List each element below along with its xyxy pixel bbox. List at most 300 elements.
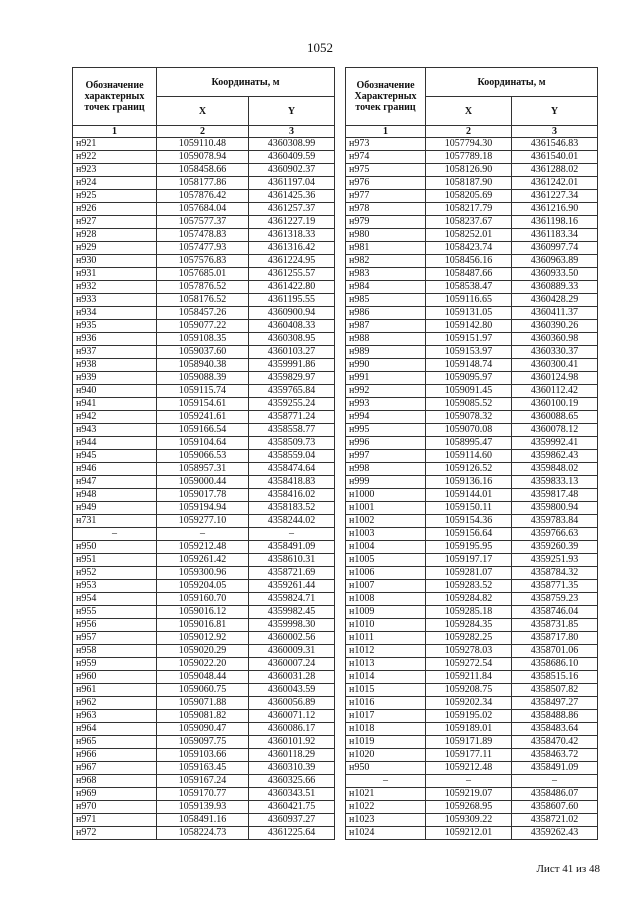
table-row [346,385,598,398]
header-y: Y [249,97,335,126]
point-id-cell: н946 [73,463,157,476]
point-id-cell: н1016 [346,697,426,710]
y-coordinate-cell: 4360411.37 [512,307,598,320]
point-id-cell: н922 [73,151,157,164]
point-id-cell: н952 [73,567,157,580]
table-row [346,515,598,528]
point-id-cell: н977 [346,190,426,203]
table-row [346,281,598,294]
point-id-cell: н938 [73,359,157,372]
x-coordinate-cell: 1058487.66 [426,268,512,281]
table-row [73,528,335,541]
x-coordinate-cell: 1059284.35 [426,619,512,632]
point-id-cell: н960 [73,671,157,684]
table-row [73,151,335,164]
header-y: Y [512,97,598,126]
y-coordinate-cell: 4361425.36 [249,190,335,203]
x-coordinate-cell: 1059204.05 [157,580,249,593]
table-row [73,710,335,723]
y-coordinate-cell: 4358731.85 [512,619,598,632]
table-row [346,476,598,489]
x-coordinate-cell: 1059212.48 [157,541,249,554]
table-row [346,151,598,164]
table-row [73,762,335,775]
x-coordinate-cell: 1059268.95 [426,801,512,814]
y-coordinate-cell: 4360408.33 [249,320,335,333]
y-coordinate-cell: 4359833.13 [512,476,598,489]
x-coordinate-cell: 1058491.16 [157,814,249,827]
point-id-cell: н980 [346,229,426,242]
table-row [73,788,335,801]
table-row [346,346,598,359]
y-coordinate-cell: 4360889.33 [512,281,598,294]
y-coordinate-cell: 4361197.04 [249,177,335,190]
x-coordinate-cell: 1059081.82 [157,710,249,723]
x-coordinate-cell: 1059154.36 [426,515,512,528]
y-coordinate-cell: 4360428.29 [512,294,598,307]
y-coordinate-cell: 4361257.37 [249,203,335,216]
y-coordinate-cell: 4361242.01 [512,177,598,190]
table-row [346,684,598,697]
table-row [346,489,598,502]
point-id-cell: н956 [73,619,157,632]
y-coordinate-cell: 4360118.29 [249,749,335,762]
x-coordinate-cell: 1059309.22 [426,814,512,827]
point-id-cell: н961 [73,684,157,697]
point-id-cell: н1015 [346,684,426,697]
x-coordinate-cell: 1059139.93 [157,801,249,814]
y-coordinate-cell: 4358610.31 [249,554,335,567]
x-coordinate-cell: 1059115.74 [157,385,249,398]
x-coordinate-cell: 1059016.12 [157,606,249,619]
point-id-cell: н988 [346,333,426,346]
point-id-cell: н939 [73,372,157,385]
x-coordinate-cell: 1059017.78 [157,489,249,502]
y-coordinate-cell: 4361540.01 [512,151,598,164]
point-id-cell: – [73,528,157,541]
x-coordinate-cell: 1059195.02 [426,710,512,723]
y-coordinate-cell: 4360343.51 [249,788,335,801]
point-id-cell: н947 [73,476,157,489]
column-number: 1 [73,126,157,138]
y-coordinate-cell: 4360421.75 [249,801,335,814]
table-row [73,580,335,593]
x-coordinate-cell: 1058423.74 [426,242,512,255]
table-row [346,216,598,229]
x-coordinate-cell: 1059277.10 [157,515,249,528]
x-coordinate-cell: 1059085.52 [426,398,512,411]
point-id-cell: н1023 [346,814,426,827]
x-coordinate-cell: 1059142.80 [426,320,512,333]
table-row [73,177,335,190]
page-number: 1052 [307,40,333,55]
x-coordinate-cell: 1059163.45 [157,762,249,775]
y-coordinate-cell: 4361224.95 [249,255,335,268]
table-row [73,671,335,684]
x-coordinate-cell: 1058237.67 [426,216,512,229]
table-row [73,723,335,736]
y-coordinate-cell: 4361198.16 [512,216,598,229]
table-row [73,320,335,333]
point-id-cell: н957 [73,632,157,645]
y-coordinate-cell: – [512,775,598,788]
point-id-cell: н951 [73,554,157,567]
y-coordinate-cell: 4359261.44 [249,580,335,593]
x-coordinate-cell: 1059285.18 [426,606,512,619]
x-coordinate-cell: 1058252.01 [426,229,512,242]
table-row [73,242,335,255]
point-id-cell: н955 [73,606,157,619]
x-coordinate-cell: 1059095.97 [426,372,512,385]
x-coordinate-cell: 1057794.30 [426,138,512,151]
table-row [73,541,335,554]
point-id-cell: н927 [73,216,157,229]
x-coordinate-cell: 1059194.94 [157,502,249,515]
coordinates-tables [72,67,598,840]
x-coordinate-cell: 1059197.17 [426,554,512,567]
point-id-cell: н945 [73,450,157,463]
point-id-cell: н1019 [346,736,426,749]
header-coordinates: Координаты, м [157,68,335,97]
point-id-cell: н944 [73,437,157,450]
y-coordinate-cell: 4360100.19 [512,398,598,411]
y-coordinate-cell: 4358244.02 [249,515,335,528]
header-point-designation: Обозначение Характерных точек границ [346,68,426,126]
x-coordinate-cell: 1059154.61 [157,398,249,411]
table-row [73,216,335,229]
table-row [73,515,335,528]
y-coordinate-cell: 4361255.57 [249,268,335,281]
table-row [73,567,335,580]
x-coordinate-cell: 1059060.75 [157,684,249,697]
table-row [346,333,598,346]
y-coordinate-cell: 4360124.98 [512,372,598,385]
x-coordinate-cell: 1059160.70 [157,593,249,606]
point-id-cell: н1017 [346,710,426,723]
point-id-cell: н986 [346,307,426,320]
y-coordinate-cell: 4360308.95 [249,333,335,346]
point-id-cell: н964 [73,723,157,736]
x-coordinate-cell: 1058456.16 [426,255,512,268]
y-coordinate-cell: 4358717.80 [512,632,598,645]
table-row [346,229,598,242]
point-id-cell: н1020 [346,749,426,762]
y-coordinate-cell: 4360360.98 [512,333,598,346]
table-row [73,411,335,424]
point-id-cell: н971 [73,814,157,827]
point-id-cell: н953 [73,580,157,593]
x-coordinate-cell: 1059189.01 [426,723,512,736]
table-row [346,814,598,827]
point-id-cell: н1024 [346,827,426,840]
y-coordinate-cell: 4358558.77 [249,424,335,437]
point-id-cell: н926 [73,203,157,216]
table-row [346,723,598,736]
y-coordinate-cell: 4358759.23 [512,593,598,606]
table-row [73,827,335,840]
left-table-body [73,138,335,840]
y-coordinate-cell: 4360031.28 [249,671,335,684]
point-id-cell: н974 [346,151,426,164]
table-row [346,398,598,411]
point-id-cell: н1010 [346,619,426,632]
y-coordinate-cell: 4359800.94 [512,502,598,515]
y-coordinate-cell: 4360937.27 [249,814,335,827]
x-coordinate-cell: – [157,528,249,541]
y-coordinate-cell: 4358491.09 [512,762,598,775]
y-coordinate-cell: 4359992.41 [512,437,598,450]
y-coordinate-cell: 4359260.39 [512,541,598,554]
x-coordinate-cell: 1059144.01 [426,489,512,502]
point-id-cell: н1012 [346,645,426,658]
table-row [346,827,598,840]
table-row [73,606,335,619]
x-coordinate-cell: 1057577.37 [157,216,249,229]
point-id-cell: н991 [346,372,426,385]
y-coordinate-cell: 4360900.94 [249,307,335,320]
y-coordinate-cell: 4360002.56 [249,632,335,645]
y-coordinate-cell: 4358483.64 [512,723,598,736]
point-id-cell: н975 [346,164,426,177]
y-coordinate-cell: 4358721.69 [249,567,335,580]
table-row [346,437,598,450]
table-row [73,736,335,749]
y-coordinate-cell: 4361227.34 [512,190,598,203]
point-id-cell: н984 [346,281,426,294]
x-coordinate-cell: 1059077.22 [157,320,249,333]
x-coordinate-cell: 1059241.61 [157,411,249,424]
table-row [73,346,335,359]
table-row [73,203,335,216]
table-row [73,632,335,645]
x-coordinate-cell: 1059078.32 [426,411,512,424]
x-coordinate-cell: 1059202.34 [426,697,512,710]
point-id-cell: н924 [73,177,157,190]
point-id-cell: н996 [346,437,426,450]
x-coordinate-cell: 1059282.25 [426,632,512,645]
point-id-cell: н990 [346,359,426,372]
x-coordinate-cell: 1058457.26 [157,307,249,320]
right-table-body [346,138,598,840]
point-id-cell: н950 [73,541,157,554]
x-coordinate-cell: 1058957.31 [157,463,249,476]
x-coordinate-cell: 1058205.69 [426,190,512,203]
x-coordinate-cell: 1058995.47 [426,437,512,450]
y-coordinate-cell: 4358701.06 [512,645,598,658]
x-coordinate-cell: 1058217.79 [426,203,512,216]
y-coordinate-cell: 4360997.74 [512,242,598,255]
table-row [73,684,335,697]
x-coordinate-cell: 1059020.29 [157,645,249,658]
column-number: 3 [512,126,598,138]
point-id-cell: н1005 [346,554,426,567]
point-id-cell: н923 [73,164,157,177]
y-coordinate-cell: 4358721.02 [512,814,598,827]
x-coordinate-cell: 1057789.18 [426,151,512,164]
table-row [73,619,335,632]
y-coordinate-cell: 4360409.59 [249,151,335,164]
point-id-cell: н1002 [346,515,426,528]
y-coordinate-cell: 4360308.99 [249,138,335,151]
point-id-cell: н931 [73,268,157,281]
y-coordinate-cell: 4361288.02 [512,164,598,177]
x-coordinate-cell: 1059088.39 [157,372,249,385]
x-coordinate-cell: 1059114.60 [426,450,512,463]
point-id-cell: н989 [346,346,426,359]
x-coordinate-cell: 1059153.97 [426,346,512,359]
table-row [73,359,335,372]
column-number: 3 [249,126,335,138]
y-coordinate-cell: 4358183.52 [249,502,335,515]
column-number: 2 [426,126,512,138]
x-coordinate-cell: 1059212.48 [426,762,512,775]
x-coordinate-cell: 1058126.90 [426,164,512,177]
x-coordinate-cell: 1057477.93 [157,242,249,255]
y-coordinate-cell: 4358497.27 [512,697,598,710]
x-coordinate-cell: 1059108.35 [157,333,249,346]
point-id-cell: н954 [73,593,157,606]
table-row [73,450,335,463]
y-coordinate-cell: 4359829.97 [249,372,335,385]
x-coordinate-cell: 1059097.75 [157,736,249,749]
table-row [73,489,335,502]
column-number: 1 [346,126,426,138]
table-row [346,710,598,723]
table-row [346,788,598,801]
point-id-cell: н976 [346,177,426,190]
y-coordinate-cell: 4359991.86 [249,359,335,372]
point-id-cell: н962 [73,697,157,710]
y-coordinate-cell: 4359765.84 [249,385,335,398]
x-coordinate-cell: 1059022.20 [157,658,249,671]
table-row [73,268,335,281]
x-coordinate-cell: 1058538.47 [426,281,512,294]
y-coordinate-cell: 4358416.02 [249,489,335,502]
point-id-cell: н948 [73,489,157,502]
x-coordinate-cell: 1059195.95 [426,541,512,554]
y-coordinate-cell: 4361216.90 [512,203,598,216]
table-row [346,359,598,372]
table-row [73,255,335,268]
header-coordinates: Координаты, м [426,68,598,97]
y-coordinate-cell: 4358509.73 [249,437,335,450]
x-coordinate-cell: 1059103.66 [157,749,249,762]
y-coordinate-cell: 4358771.24 [249,411,335,424]
point-id-cell: н998 [346,463,426,476]
x-coordinate-cell: 1059151.97 [426,333,512,346]
y-coordinate-cell: 4360078.12 [512,424,598,437]
point-id-cell: н943 [73,424,157,437]
x-coordinate-cell: 1059278.03 [426,645,512,658]
point-id-cell: н1014 [346,671,426,684]
y-coordinate-cell: 4360007.24 [249,658,335,671]
x-coordinate-cell: 1059211.84 [426,671,512,684]
y-coordinate-cell: 4359982.45 [249,606,335,619]
point-id-cell: н959 [73,658,157,671]
y-coordinate-cell: 4358418.83 [249,476,335,489]
y-coordinate-cell: 4360300.41 [512,359,598,372]
point-id-cell: н1000 [346,489,426,502]
table-row [346,762,598,775]
table-row [73,424,335,437]
header-point-designation: Обозначение характерных точек границ [73,68,157,126]
point-id-cell: н940 [73,385,157,398]
point-id-cell: н992 [346,385,426,398]
x-coordinate-cell: 1059070.08 [426,424,512,437]
y-coordinate-cell: 4360112.42 [512,385,598,398]
x-coordinate-cell: 1059272.54 [426,658,512,671]
x-coordinate-cell: 1059104.64 [157,437,249,450]
table-row [73,164,335,177]
y-coordinate-cell: 4361183.34 [512,229,598,242]
y-coordinate-cell: 4359862.43 [512,450,598,463]
point-id-cell: н936 [73,333,157,346]
y-coordinate-cell: 4360043.59 [249,684,335,697]
point-id-cell: н958 [73,645,157,658]
x-coordinate-cell: 1058458.66 [157,164,249,177]
table-row [346,593,598,606]
x-coordinate-cell: 1059110.48 [157,138,249,151]
x-coordinate-cell: 1059037.60 [157,346,249,359]
table-row [346,502,598,515]
y-coordinate-cell: 4360963.89 [512,255,598,268]
table-row [346,255,598,268]
point-id-cell: н979 [346,216,426,229]
y-coordinate-cell: 4359783.84 [512,515,598,528]
point-id-cell: н1013 [346,658,426,671]
x-coordinate-cell: 1057478.83 [157,229,249,242]
table-row [73,658,335,671]
y-coordinate-cell: – [249,528,335,541]
x-coordinate-cell: 1057684.04 [157,203,249,216]
x-coordinate-cell: 1059261.42 [157,554,249,567]
point-id-cell: н949 [73,502,157,515]
y-coordinate-cell: 4358559.04 [249,450,335,463]
point-id-cell: н1003 [346,528,426,541]
x-coordinate-cell: 1059136.16 [426,476,512,489]
point-id-cell: н965 [73,736,157,749]
table-row [346,736,598,749]
point-id-cell: н973 [346,138,426,151]
x-coordinate-cell: 1057685.01 [157,268,249,281]
table-row [346,424,598,437]
y-coordinate-cell: 4358491.09 [249,541,335,554]
x-coordinate-cell: 1059208.75 [426,684,512,697]
x-coordinate-cell: 1059091.45 [426,385,512,398]
table-row [73,554,335,567]
x-coordinate-cell: 1059177.11 [426,749,512,762]
left-coordinates-table [72,67,335,840]
table-row [73,502,335,515]
point-id-cell: н994 [346,411,426,424]
y-coordinate-cell: 4360056.89 [249,697,335,710]
right-coordinates-table [345,67,598,840]
point-id-cell: н968 [73,775,157,788]
y-coordinate-cell: 4359998.30 [249,619,335,632]
y-coordinate-cell: 4361227.19 [249,216,335,229]
table-row [346,528,598,541]
y-coordinate-cell: 4360902.37 [249,164,335,177]
table-row [73,385,335,398]
point-id-cell: н937 [73,346,157,359]
table-row [346,294,598,307]
y-coordinate-cell: 4358470.42 [512,736,598,749]
y-coordinate-cell: 4359262.43 [512,827,598,840]
y-coordinate-cell: 4359824.71 [249,593,335,606]
x-coordinate-cell: 1059212.01 [426,827,512,840]
x-coordinate-cell: 1059012.92 [157,632,249,645]
point-id-cell: н967 [73,762,157,775]
